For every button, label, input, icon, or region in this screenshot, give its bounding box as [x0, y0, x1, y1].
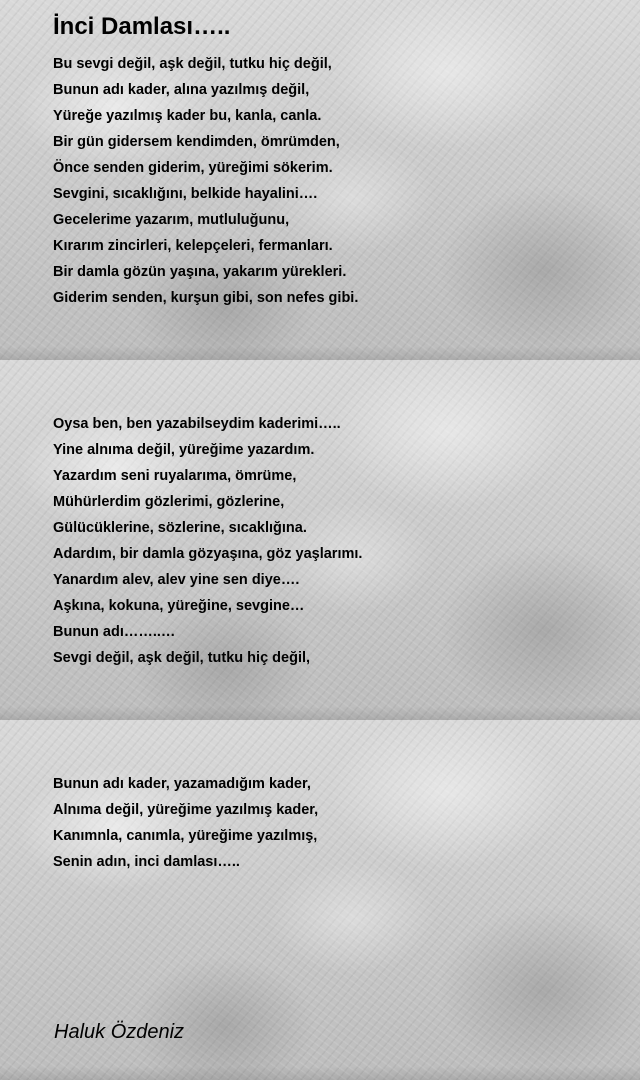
poem-line: Alnıma değil, yüreğime yazılmış kader,: [53, 802, 319, 818]
poem-line: Gecelerime yazarım, mutluluğunu,: [53, 212, 290, 228]
poem-line: Kırarım zincirleri, kelepçeleri, fermanları.: [53, 238, 333, 254]
poem-line: Kanımnla, canımla, yüreğime yazılmış,: [53, 828, 318, 844]
poem-title: İnci Damlası…..: [53, 13, 231, 40]
poem-line: Yazardım seni ruyalarıma, ömrüme,: [53, 468, 297, 484]
poem-line: Sevgi değil, aşk değil, tutku hiç değil,: [53, 650, 311, 666]
poem-panel-3: [0, 720, 640, 1080]
poem-line: Giderim senden, kurşun gibi, son nefes gibi.: [53, 290, 359, 306]
poem-line: Bir damla gözün yaşına, yakarım yürekleri.: [53, 264, 347, 280]
poem-line: Gülücüklerine, sözlerine, sıcaklığına.: [53, 520, 307, 536]
poem-line: Önce senden giderim, yüreğimi sökerim.: [53, 160, 333, 176]
poem-line: Bunun adı kader, yazamadığım kader,: [53, 776, 311, 792]
poem-line: Oysa ben, ben yazabilseydim kaderimi…..: [53, 416, 341, 432]
poem-panel-2: [0, 360, 640, 720]
poem-line: Bu sevgi değil, aşk değil, tutku hiç değil,: [53, 56, 332, 72]
poem-panel-1: [0, 0, 640, 360]
poem-author: Haluk Özdeniz: [54, 1021, 185, 1043]
poem-line: Bunun adı……..…: [53, 624, 176, 640]
poem-line: Bunun adı kader, alına yazılmış değil,: [53, 82, 310, 98]
poem-stanza-2: [53, 411, 362, 671]
poem-line: Yine alnıma değil, yüreğime yazardım.: [53, 442, 315, 458]
poem-line: Senin adın, inci damlası…..: [53, 854, 240, 870]
poem-line: Yüreğe yazılmış kader bu, kanla, canla.: [53, 108, 322, 124]
poem-line: Sevgini, sıcaklığını, belkide hayalini….: [53, 186, 318, 202]
poem-line: Aşkına, kokuna, yüreğine, sevgine…: [53, 598, 305, 614]
poem-line: Mühürlerdim gözlerimi, gözlerine,: [53, 494, 285, 510]
poem-stanza-1: [53, 51, 358, 311]
poem-line: Adardım, bir damla gözyaşına, göz yaşlarımı.: [53, 546, 363, 562]
poem-line: Bir gün gidersem kendimden, ömrümden,: [53, 134, 340, 150]
poem-stanza-3: [53, 771, 318, 875]
poem-line: Yanardım alev, alev yine sen diye….: [53, 572, 300, 588]
